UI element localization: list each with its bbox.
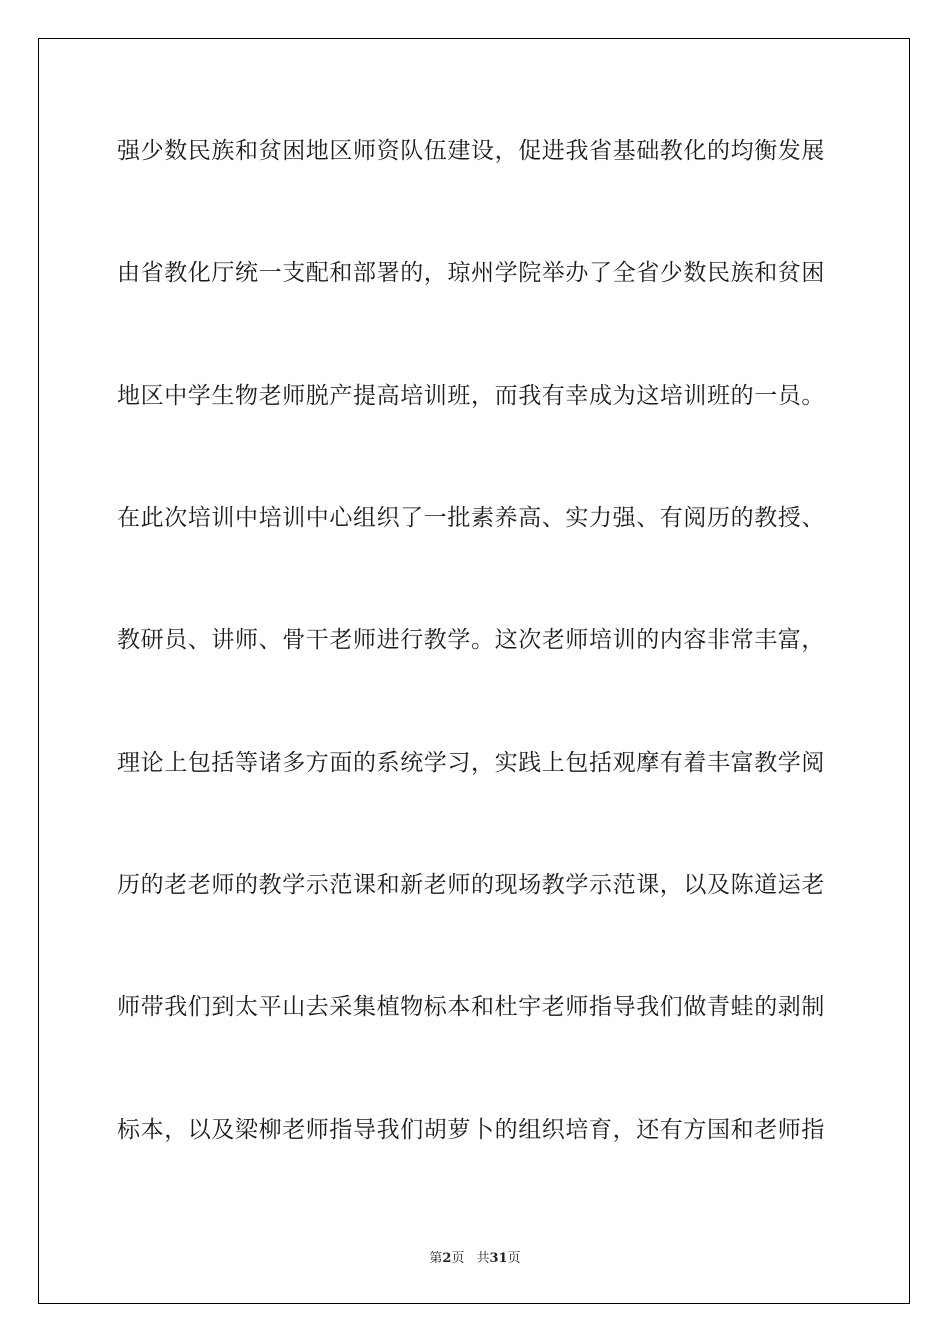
current-page-number: 2 bbox=[442, 1251, 452, 1266]
page-footer bbox=[0, 1247, 950, 1266]
body-line-3: 地区中学生物老师脱产提高培训班，而我有幸成为这培训班的一员。 bbox=[117, 383, 825, 409]
body-line-7: 历的老老师的教学示范课和新老师的现场教学示范课，以及陈道运老 bbox=[117, 872, 825, 898]
body-line-4: 在此次培训中培训中心组织了一批素养高、实力强、有阅历的教授、 bbox=[117, 505, 825, 531]
body-line-6: 理论上包括等诸多方面的系统学习，实践上包括观摩有着丰富教学阅 bbox=[117, 750, 825, 776]
total-page-count: 31 bbox=[489, 1251, 508, 1266]
page-prefix: 第 bbox=[429, 1251, 443, 1266]
body-line-1: 强少数民族和贫困地区师资队伍建设，促进我省基础教化的均衡发展 bbox=[117, 138, 825, 164]
page-suffix: 页 bbox=[451, 1251, 465, 1266]
body-line-8: 师带我们到太平山去采集植物标本和杜宇老师指导我们做青蛙的剥制 bbox=[117, 994, 825, 1020]
body-line-5: 教研员、讲师、骨干老师进行教学。这次老师培训的内容非常丰富， bbox=[117, 627, 825, 653]
total-prefix: 共 bbox=[476, 1251, 490, 1266]
body-line-2: 由省教化厅统一支配和部署的，琼州学院举办了全省少数民族和贫困 bbox=[117, 260, 825, 286]
body-line-9: 标本，以及梁柳老师指导我们胡萝卜的组织培育，还有方国和老师指 bbox=[117, 1117, 825, 1143]
total-suffix: 页 bbox=[507, 1251, 521, 1266]
